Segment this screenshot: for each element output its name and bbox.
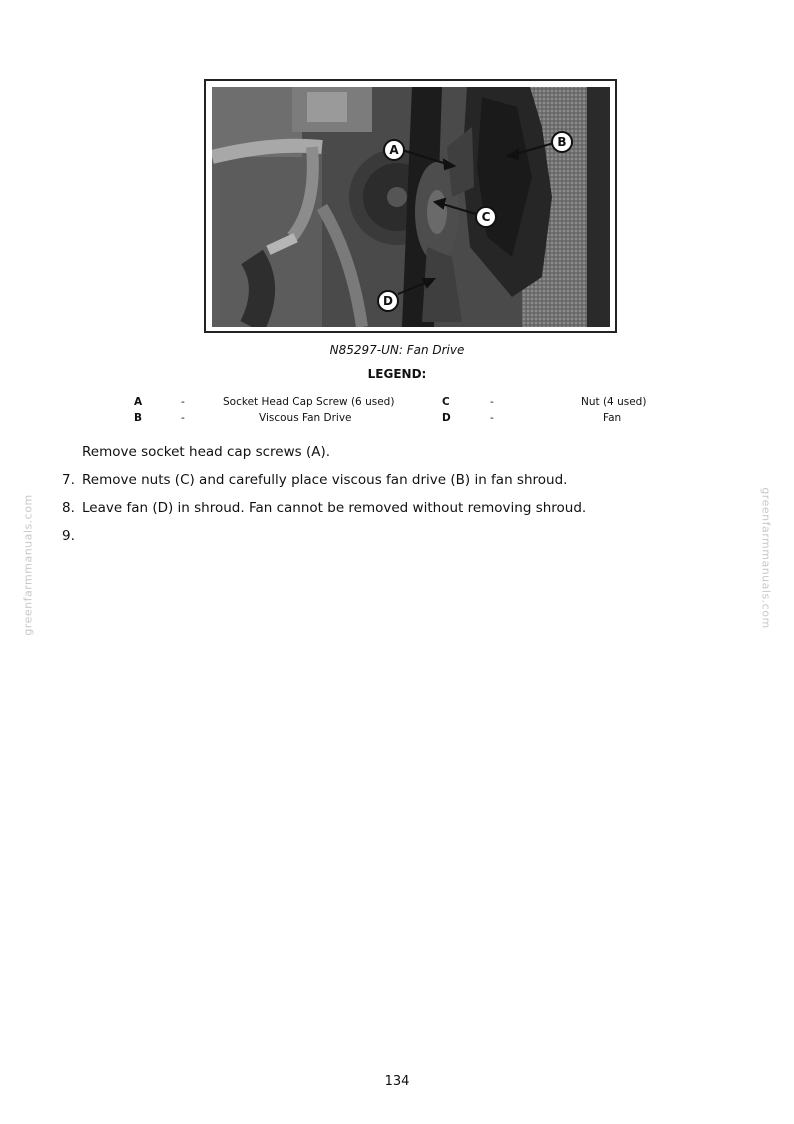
legend-separator: - — [181, 396, 185, 408]
step-number: 8. — [62, 500, 75, 516]
callout-c: C — [475, 206, 497, 228]
step-text: Leave fan (D) in shroud. Fan cannot be removed without removing shroud. — [82, 500, 587, 516]
step-text: Remove nuts (C) and carefully place viscous fan drive (B) in fan shroud. — [82, 472, 568, 488]
legend-separator: - — [490, 412, 494, 424]
fan-drive-figure — [204, 79, 617, 333]
watermark-left: greenfarmmanuals.com — [21, 494, 35, 636]
legend-title: LEGEND: — [367, 367, 427, 381]
legend-description: Fan — [603, 412, 622, 424]
legend-key: B — [134, 412, 143, 424]
legend-key: A — [134, 396, 143, 408]
legend-row — [0, 396, 794, 412]
legend-separator: - — [181, 412, 185, 424]
legend-description: Socket Head Cap Screw (6 used) — [223, 396, 395, 408]
page-number: 134 — [384, 1074, 410, 1089]
callout-d: D — [377, 290, 399, 312]
legend-description: Nut (4 used) — [581, 396, 647, 408]
legend-key: C — [442, 396, 450, 408]
watermark-right: greenfarmmanuals.com — [759, 487, 773, 629]
legend-row — [0, 412, 794, 428]
fan-drive-photo — [212, 87, 610, 327]
legend-description: Viscous Fan Drive — [259, 412, 352, 424]
callout-b: B — [551, 131, 573, 153]
callout-a: A — [383, 139, 405, 161]
step-text: Remove socket head cap screws (A). — [82, 444, 331, 460]
figure-caption: N85297-UN: Fan Drive — [329, 343, 465, 357]
step-number: 9. — [62, 528, 75, 544]
legend-separator: - — [490, 396, 494, 408]
legend-key: D — [442, 412, 451, 424]
step-number: 7. — [62, 472, 75, 488]
